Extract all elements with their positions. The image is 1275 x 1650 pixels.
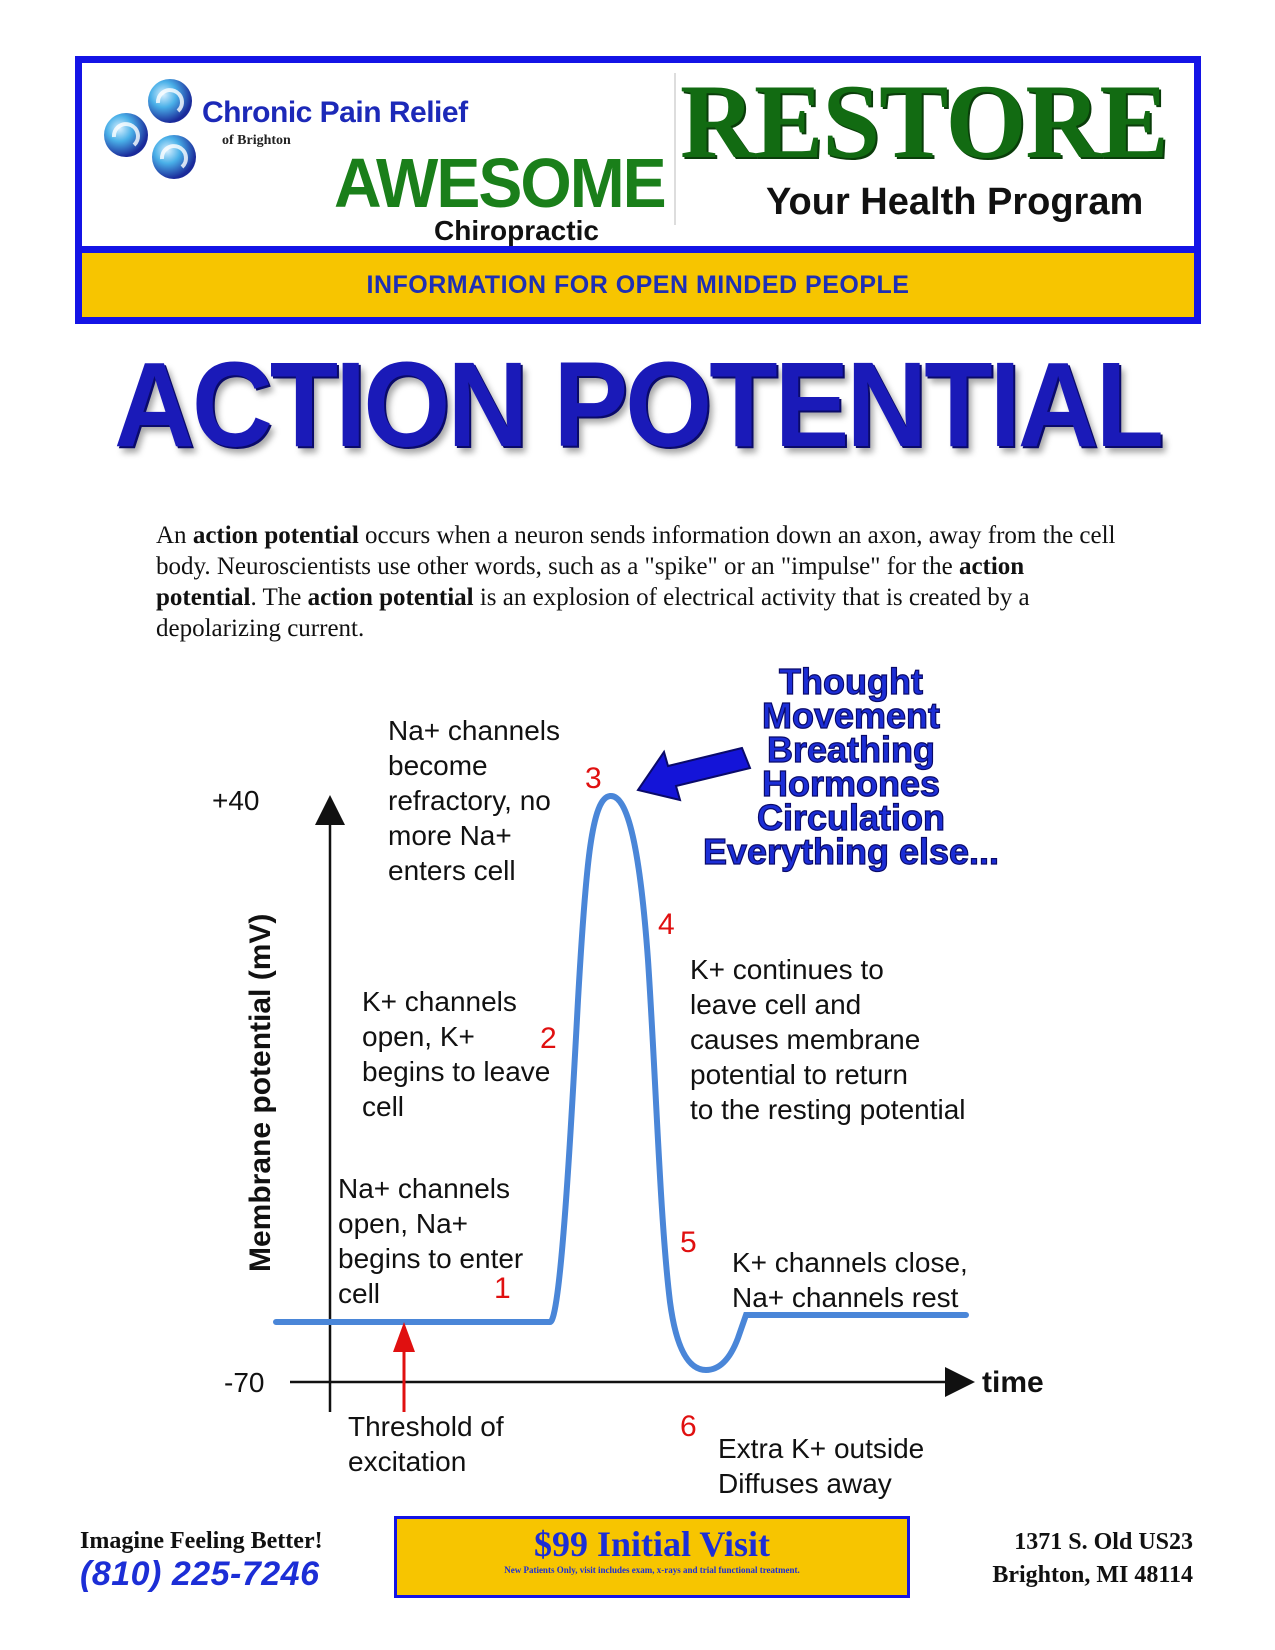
step-number-1: 1	[494, 1272, 511, 1305]
intro-text: occurs when a neuron sends information down an axon, away from the cell body. Neuroscientists use other words, such as a "spike" or an "impulse" for the	[156, 522, 1116, 580]
offer-fine-print: New Patients Only, visit includes exam, x-rays and trial functional treatment.	[504, 1565, 800, 1575]
step-6-line: Extra K+ outside	[718, 1433, 925, 1464]
intro-text: . The	[250, 584, 308, 611]
step-4-line: causes membrane	[690, 1024, 921, 1055]
offer-title: $99 Initial Visit	[533, 1524, 771, 1564]
step-6-description	[718, 1433, 924, 1499]
page-title: ACTION POTENTIAL	[113, 337, 1162, 472]
step-3-line: Na+ channels	[388, 715, 561, 746]
step-4-line: potential to return	[690, 1059, 908, 1090]
step-3-line: become	[388, 750, 488, 781]
step-2-description	[362, 986, 550, 1122]
step-3-description	[388, 715, 560, 886]
intro-text: is an explosion of electrical activity that is created by a depolarizing current.	[156, 584, 1030, 642]
step-5-line: K+ channels close,	[732, 1247, 968, 1278]
step-3-line: enters cell	[388, 855, 516, 886]
step-1-line: cell	[338, 1278, 381, 1309]
y-axis-label: Membrane potential (mV)	[244, 913, 277, 1272]
chiropractic-text: Chiropractic	[434, 215, 599, 246]
step-number-5: 5	[680, 1226, 697, 1259]
step-4-line: leave cell and	[690, 989, 862, 1020]
step-4-line: to the resting potential	[690, 1094, 966, 1125]
step-2-line: begins to leave	[362, 1056, 551, 1087]
step-6-line: Diffuses away	[718, 1468, 892, 1499]
restore-text: RESTORE	[680, 63, 1168, 180]
step-3-line: more Na+	[388, 820, 512, 851]
program-text: Your Health Program	[766, 181, 1144, 223]
step-4-description	[690, 954, 966, 1125]
threshold-arrow-head	[393, 1322, 415, 1352]
intro-bold: action potential	[192, 522, 359, 549]
x-axis-label: time	[982, 1366, 1044, 1399]
step-3-line: refractory, no	[388, 785, 551, 816]
step-2-line: cell	[362, 1091, 405, 1122]
intro-bold: action potential	[307, 584, 474, 611]
address-city: Brighton, MI 48114	[992, 1562, 1193, 1588]
brand-name: Chronic Pain Relief	[202, 96, 468, 129]
callout-arrow-icon	[638, 748, 750, 800]
step-number-3: 3	[585, 762, 602, 795]
step-5-description	[732, 1247, 968, 1313]
address-block	[992, 1526, 1193, 1592]
phone-number[interactable]: (810) 225-7246	[80, 1555, 320, 1593]
step-5-line: Na+ channels rest	[732, 1282, 959, 1313]
step-1-line: Na+ channels	[338, 1173, 511, 1204]
threshold-line: Threshold of	[348, 1411, 504, 1442]
step-number-6: 6	[680, 1410, 697, 1443]
tagline-bar: INFORMATION FOR OPEN MINDED PEOPLE	[82, 253, 1194, 317]
imagine-tagline: Imagine Feeling Better!	[80, 1528, 323, 1554]
step-4-line: K+ continues to	[690, 954, 884, 985]
y-tick-bottom: -70	[224, 1367, 265, 1398]
step-2-line: K+ channels	[362, 986, 517, 1017]
intro-bold: action potential	[156, 553, 1025, 611]
step-number-4: 4	[658, 908, 675, 941]
step-1-line: open, Na+	[338, 1208, 468, 1239]
callout-item: Everything else...	[702, 831, 1000, 872]
step-number-2: 2	[540, 1022, 557, 1055]
awesome-logo-text: AWESOME	[334, 144, 665, 222]
address-street: 1371 S. Old US23	[1014, 1529, 1193, 1555]
brand-location: of Brighton	[222, 133, 291, 148]
callout-item: Circulation	[756, 797, 946, 838]
step-2-line: open, K+	[362, 1021, 475, 1052]
threshold-line: excitation	[348, 1446, 467, 1477]
intro-text: An	[156, 522, 193, 549]
callout-item: Movement	[761, 695, 941, 736]
callout-item: Thought	[779, 661, 923, 702]
step-1-line: begins to enter	[338, 1243, 524, 1274]
callout-item: Breathing	[766, 729, 936, 770]
y-tick-top: +40	[212, 785, 260, 816]
callout-item: Hormones	[761, 763, 941, 804]
threshold-label	[348, 1411, 504, 1477]
offer-box	[394, 1516, 910, 1598]
